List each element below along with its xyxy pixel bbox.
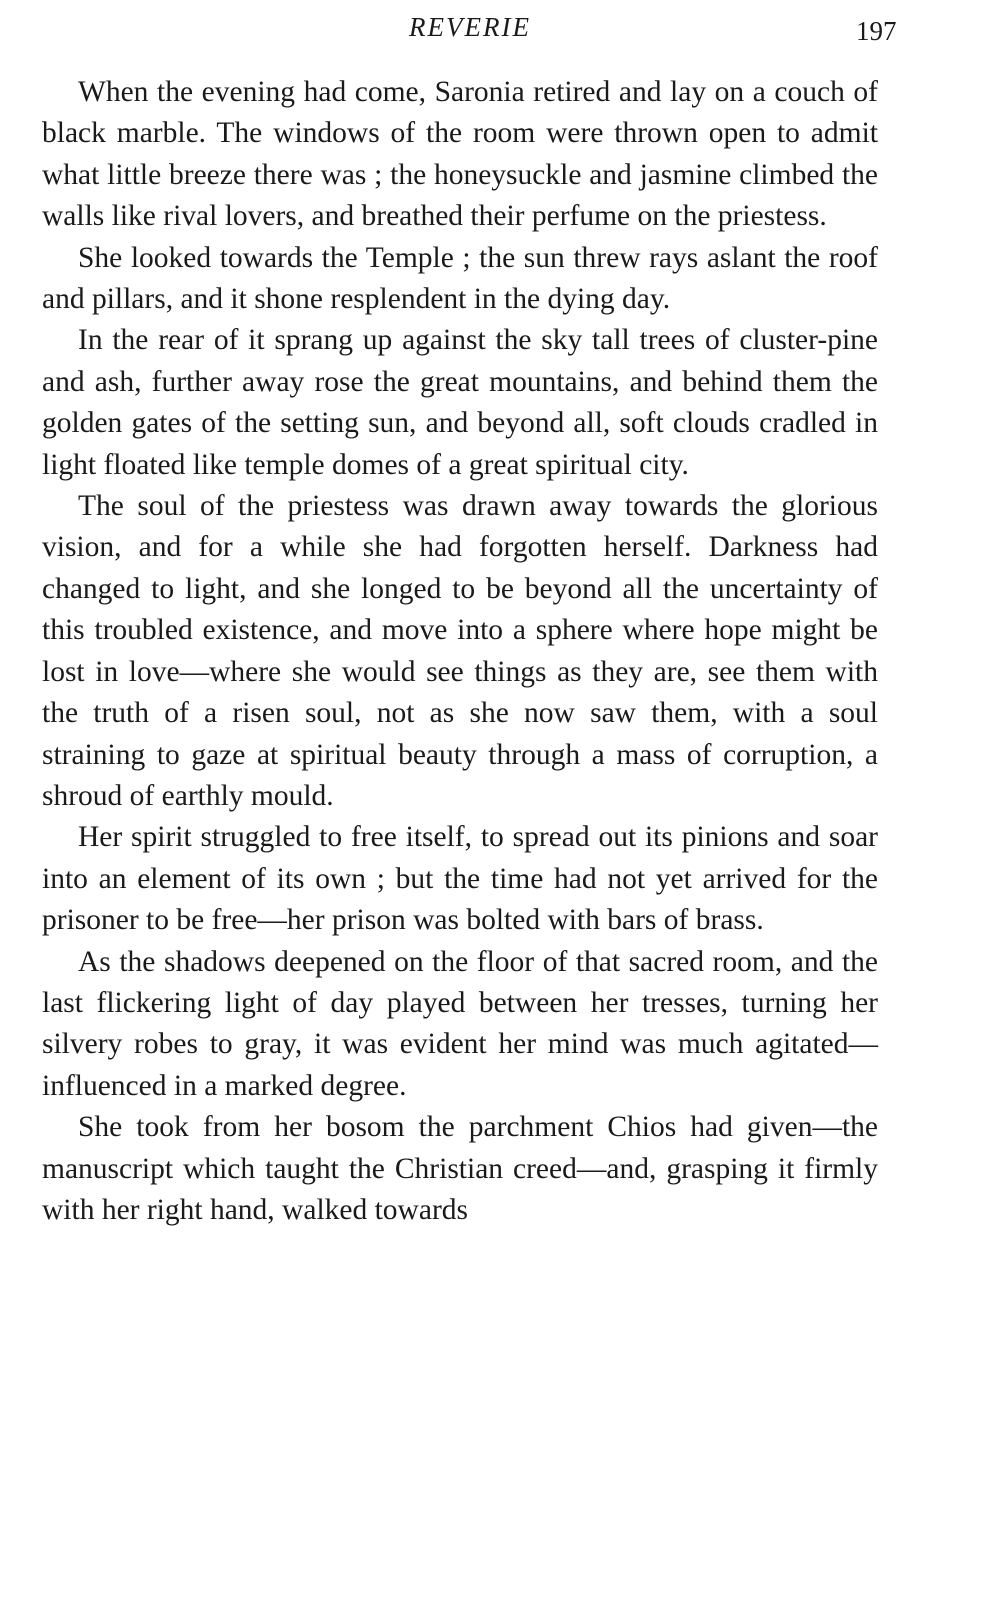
paragraph-6: As the shadows deepened on the floor of that sacred room, and the last flickering light of day played between her tresses, turning her silvery robes to gray, it was evident her mind was much agitated—influenced in a marked degree. — [42, 945, 878, 1102]
running-title: REVERIE — [409, 12, 531, 42]
paragraph-1: When the evening had come, Saronia retired and lay on a couch of black marble. The windows of the room were thrown open to admit what little breeze there was ; the honeysuckle and jasmine climbed the walls like rival lovers, and breathed their perfume on the priestess. — [42, 76, 878, 233]
paragraph-5: Her spirit struggled to free itself, to spread out its pinions and soar into an element of its own ; but the time had not yet arrived for the prisoner to be free—her prison was bolted with bars of brass. — [42, 821, 878, 937]
paragraph-7: She took from her bosom the parchment Chios had given—the manuscript which taught the Christian creed—and, grasping it firmly with her right hand, walked towards — [42, 1111, 878, 1226]
body-text — [42, 72, 878, 1231]
page-number: 197 — [856, 16, 897, 46]
paragraph-2: She looked towards the Temple ; the sun threw rays aslant the roof and pillars, and it shone resplendent in the dying day. — [42, 241, 878, 316]
paragraph-3: In the rear of it sprang up against the sky tall trees of cluster-pine and ash, further away rose the great mountains, and behind them the golden gates of the setting sun, and beyond all, soft clouds cradled in light floated like temple domes of a great spiritual city. — [42, 324, 878, 481]
paragraph-4: The soul of the priestess was drawn away towards the glorious vision, and for a while she had forgotten herself. Darkness had changed to light, and she longed to be beyond all the uncertainty of this troubled existence, and move into a sphere where hope might be lost in love—where she would see things as they are, see them with the truth of a risen soul, not as she now saw them, with a soul straining to gaze at spiritual beauty through a mass of corruption, a shroud of earthly mould. — [42, 490, 878, 812]
